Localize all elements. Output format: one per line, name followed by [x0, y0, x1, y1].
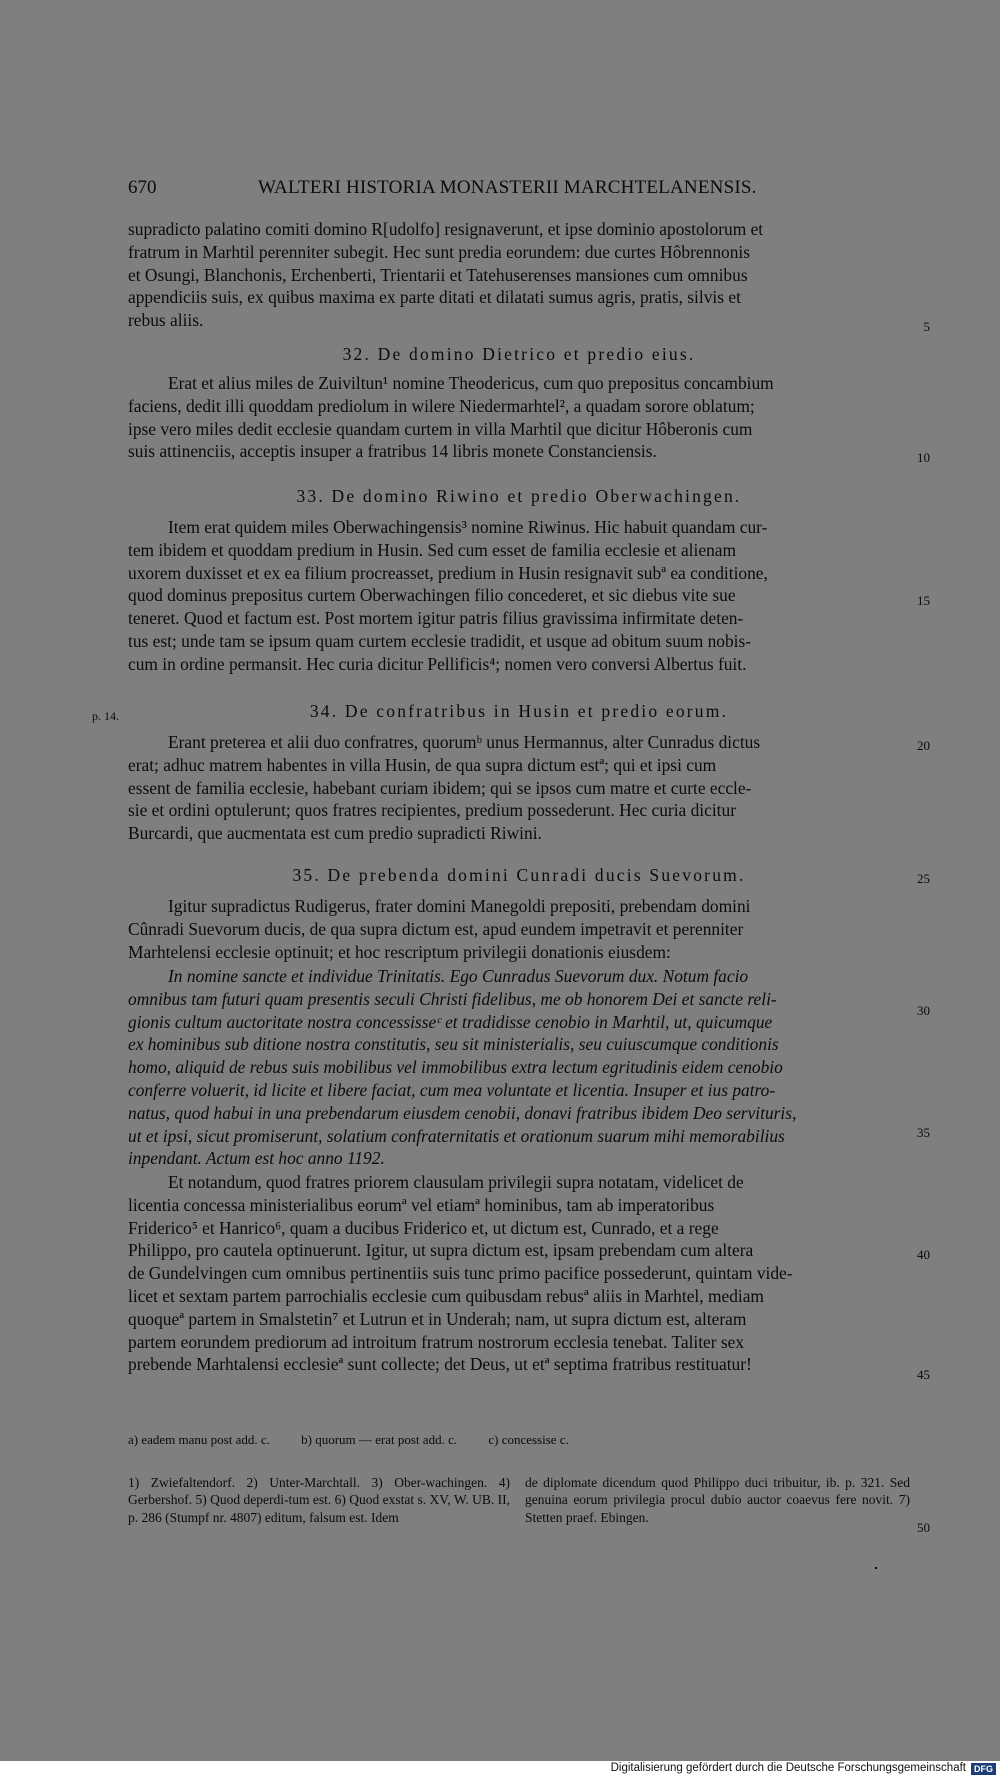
text-line: fratrum in Marhtil perenniter subegit. Hec sunt predia eorundem: due curtes Hôbrennonis [128, 241, 751, 262]
section-heading: 35. De prebenda domini Cunradi ducis Suevorum. [292, 865, 746, 885]
text-line: teneret. Quod et factum est. Post mortem igitur patris filius gravissima infirmitate deten- [128, 608, 744, 629]
text-line: Friderico⁵ et Hanrico⁶, quam a ducibus Friderico et, ut dictum est, Cunrado, et a rege [128, 1217, 719, 1238]
critical-apparatus [128, 1432, 597, 1448]
paragraph-33 [128, 516, 910, 676]
line-number: 20 [917, 738, 930, 753]
text-line: Item erat quidem miles Oberwachingensis³ nomine Riwinus. Hic habuit quandam cur- [168, 517, 768, 537]
text-line: uxorem duxisset et ex ea filium procreasset, predium in Husin resignavit subª ea conditione, [128, 562, 768, 583]
footer-credit: Digitalisierung gefördert durch die Deutsche Forschungsgemeinschaft [610, 1762, 966, 1774]
paragraph-final [128, 1171, 910, 1376]
line-number: 25 [917, 871, 930, 886]
text-line: omnibus tam futuri quam presentis seculi Christi fidelibus, me ob honorem Dei et sancte reli- [128, 988, 777, 1009]
line-number: 15 [917, 593, 930, 608]
running-title: WALTERI HISTORIA MONASTERII MARCHTELANENSIS. [258, 177, 757, 198]
text-line: prebende Marhtalensi ecclesieª sunt collecte; det Deus, ut etª septima fratribus restituatur! [128, 1354, 752, 1375]
text-line: et Osungi, Blanchonis, Erchenberti, Trientarii et Tatehuserenses mansiones cum omnibus [128, 264, 748, 285]
text-line: ex hominibus sub ditione nostra constitutis, seu sit ministerialis, seu cuiuscumque conditionis [128, 1034, 779, 1055]
apparatus-note: c) concessise c. [488, 1432, 569, 1447]
text-line: suis attinenciis, acceptis insuper a fratribus 14 libris monete Constanciensis. [128, 441, 657, 462]
text-line: In nomine sancte et individue Trinitatis. Ego Cunradus Suevorum dux. Notum facio [168, 966, 749, 986]
line-number: 5 [923, 319, 930, 334]
text-line: essent de familia ecclesie, habebant curiam ibidem; qui se ipsos cum matre et curte eccle- [128, 777, 752, 798]
text-line: Erat et alius miles de Zuiviltun¹ nomine Theodericus, cum quo prepositus concambium [168, 373, 774, 393]
text-line: rebus aliis. [128, 310, 204, 331]
page-number: 670 [128, 177, 157, 198]
text-line: Marhtelensi ecclesie optinuit; et hoc rescriptum privilegii donationis eiusdem: [128, 941, 671, 962]
paragraph-35 [128, 895, 910, 963]
paragraph-opening [128, 218, 910, 332]
paragraph-32 [128, 372, 910, 463]
text-line: inpendant. Actum est hoc anno 1192. [128, 1148, 385, 1169]
text-line: natus, quod habui in una prebendarum eiusdem cenobii, donavi fratribus ibidem Deo servituris, [128, 1102, 797, 1123]
text-line: Igitur supradictus Rudigerus, frater domini Manegoldi prepositi, prebendam domini [168, 896, 751, 916]
paragraph-34 [128, 731, 910, 845]
text-line: ipse vero miles dedit ecclesie quandam curtem in villa Marhtil que dicitur Hôberonis cum [128, 418, 753, 439]
text-line: conferre voluerit, id licite et libere faciat, cum mea voluntate et licentia. Insuper et ius patro- [128, 1079, 776, 1100]
section-heading-33 [128, 485, 910, 508]
line-number: 40 [917, 1247, 930, 1262]
text-line: Philippo, pro cautela optinuerunt. Igitur, ut supra dictum est, ipsam prebendam cum altera [128, 1240, 754, 1261]
line-number: 50 [917, 1520, 930, 1535]
text-line: Et notandum, quod fratres priorem clausulam privilegii supra notatam, videlicet de [168, 1172, 744, 1192]
line-number: 30 [917, 1003, 930, 1018]
text-line: erat; adhuc matrem habentes in villa Husin, de qua supra dictum estª; qui et ipsi cum [128, 754, 717, 775]
line-number: 45 [917, 1367, 930, 1382]
text-line: tem ibidem et quoddam predium in Husin. Sed cum esset de familia ecclesie et alienam [128, 539, 737, 560]
section-heading-35 [128, 864, 910, 887]
apparatus-note: a) eadem manu post add. c. [128, 1432, 270, 1447]
section-heading: 32. De domino Dietrico et predio eius. [342, 344, 696, 364]
section-heading: 34. De confratribus in Husin et predio eorum. [309, 701, 729, 721]
footnotes-right-column: de diplomate dicendum quod Philippo duci tribuitur, ib. p. 321. Sed genuina eorum privilegia procul dubio auctor coaevus fere novit. 7) Stetten praef. Ebingen. [525, 1475, 910, 1525]
text-line: faciens, dedit illi quoddam prediolum in wilere Niedermarhtel², a quadam sorore oblatum; [128, 395, 755, 416]
charter-quotation [128, 965, 910, 1170]
section-heading: 33. De domino Riwino et predio Oberwachingen. [296, 486, 742, 506]
page-header [128, 177, 908, 207]
apparatus-note: b) quorum — erat post add. c. [301, 1432, 458, 1447]
text-line: sie et ordini optulerunt; quos fratres recipientes, predium possederunt. Hec curia dicitur [128, 800, 737, 821]
text-line: homo, aliquid de rebus suis mobilibus vel immobilibus extra lectum egritudinis eidem cenobio [128, 1057, 783, 1078]
text-line: Burcardi, que aucmentata est cum predio supradicti Riwini. [128, 823, 542, 844]
text-line: quod dominus prepositus curtem Oberwachingen filio concederet, et sic diebus vite sue [128, 585, 736, 606]
text-line: licentia concessa ministerialibus eorumª vel etiamª hominibus, tam ab imperatoribus [128, 1194, 715, 1215]
text-line: tus est; unde tam se ipsum quam curtem ecclesie tradidit, et usque ad obitum suum nobis- [128, 630, 752, 651]
speck [875, 1567, 877, 1569]
text-line: supradicto palatino comiti domino R[udolfo] resignaverunt, et ipse dominio apostolorum et [128, 219, 764, 239]
text-line: gionis cultum auctoritate nostra concessisseᶜ et tradidisse cenobio in Marhtil, ut, quicumque [128, 1011, 773, 1032]
line-number: 35 [917, 1125, 930, 1140]
text-line: Erant preterea et alii duo confratres, quorumᵇ unus Hermannus, alter Cunradus dictus [168, 732, 761, 752]
footnotes-left-column: 1) Zwiefaltendorf. 2) Unter-Marchtall. 3) Ober-wachingen. 4) Gerbershof. 5) Quod deperdi-tum est. 6) Quod exstat s. XV, W. UB. II, p. 286 (Stumpf nr. 4807) editum, falsum est. Idem [128, 1475, 510, 1525]
text-line: ut et ipsi, sicut promiserunt, solatium confraternitatis et orationum suarum mihi memorabilius [128, 1125, 785, 1146]
section-heading-34 [128, 700, 910, 723]
text-line: appendiciis suis, ex quibus maxima ex parte ditati et dilatati sumus agris, pratis, silvis et [128, 287, 741, 308]
line-number: 10 [917, 450, 930, 465]
text-line: Cûnradi Suevorum ducis, de qua supra dictum est, apud eundem impetravit et perenniter [128, 918, 744, 939]
text-line: partem eorundem prediorum ad introitum fratrum nostrorum ecclesia tenebat. Taliter sex [128, 1331, 745, 1352]
margin-page-mark: p. 14. [92, 709, 119, 723]
text-line: licet et sextam partem parrochialis ecclesie cum quibusdam rebusª aliis in Marhtel, mediam [128, 1285, 764, 1306]
section-heading-32 [128, 343, 910, 366]
text-line: de Gundelvingen cum omnibus pertinentiis suis tunc primo pacifice possederunt, quintam vide- [128, 1263, 793, 1284]
text-line: quoqueª partem in Smalstetin⁷ et Lutrun et in Underah; nam, ut supra dictum est, alteram [128, 1308, 747, 1329]
text-line: cum in ordine permansit. Hec curia dicitur Pellificis⁴; nomen vero conversi Albertus fuit. [128, 653, 747, 674]
dfg-logo: DFG [971, 1763, 996, 1775]
